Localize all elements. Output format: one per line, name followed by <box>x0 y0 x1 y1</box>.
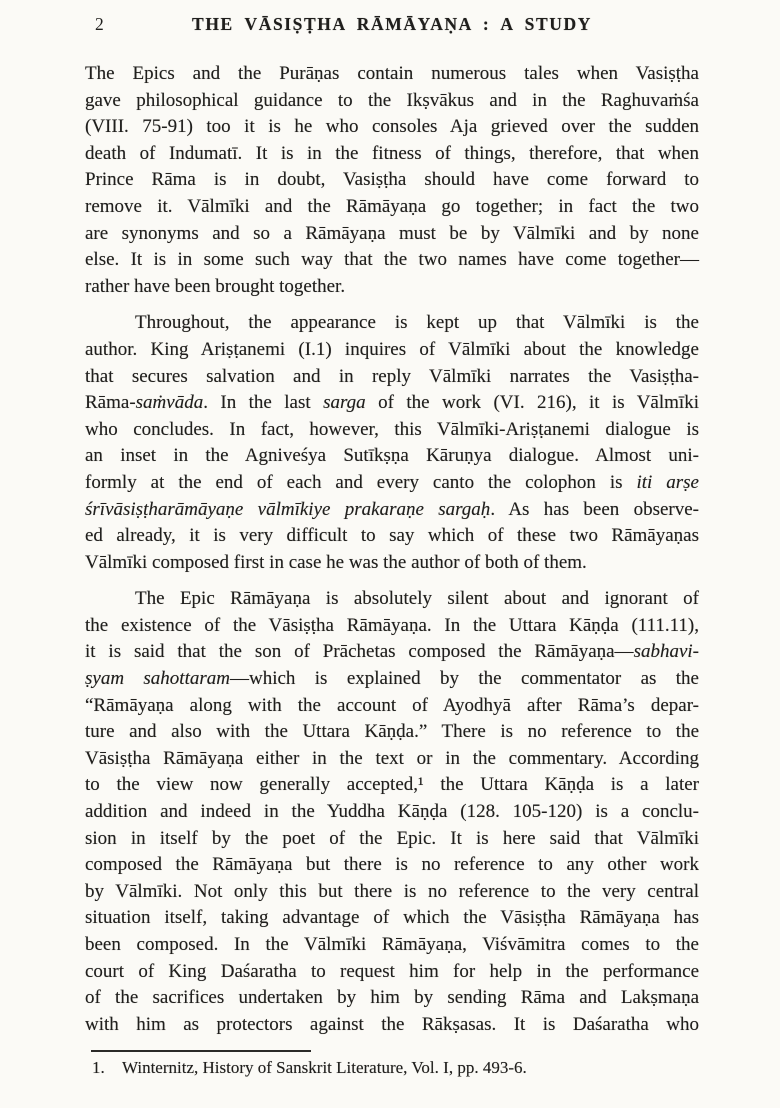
text-segment: who concludes. In fact, however, this Vālmīki-Ariṣṭanemi dialogue is <box>85 418 699 440</box>
text-line <box>85 497 699 524</box>
text-line <box>85 985 699 1012</box>
text-line <box>85 114 699 141</box>
footnote <box>85 1057 699 1079</box>
footnote-marker: 1. <box>92 1058 105 1077</box>
text-line <box>85 274 699 301</box>
text-line <box>85 61 699 88</box>
text-body <box>85 61 699 1038</box>
text-segment: rather have been brought together. <box>85 275 346 297</box>
text-segment: Throughout, the appearance is kept up that Vālmīki is the <box>135 312 699 334</box>
text-segment: author. King Ariṣṭanemi (I.1) inquires of Vālmīki about the knowledge <box>85 338 699 360</box>
text-segment: addition and indeed in the Yuddha Kāṇḍa (128. 105-120) is a conclu- <box>85 801 699 823</box>
text-segment: Rāma- <box>85 392 136 414</box>
italic-text-segment: ṣyam sahottaram <box>85 668 230 690</box>
text-line <box>85 523 699 550</box>
text-line <box>85 167 699 194</box>
text-segment: an inset in the Agniveśya Sutīkṣṇa Kāruṇya dialogue. Almost uni- <box>85 445 699 467</box>
text-segment: ed already, it is very difficult to say which of these two Rāmāyaṇas <box>85 525 699 547</box>
text-segment: Vāsiṣṭha Rāmāyaṇa either in the text or in the commentary. According <box>85 747 699 769</box>
text-line <box>85 1012 699 1039</box>
text-line <box>85 905 699 932</box>
text-segment: Prince Rāma is in doubt, Vasiṣṭha should have come forward to <box>85 169 699 191</box>
text-line <box>85 639 699 666</box>
italic-text-segment: iti arṣe <box>636 471 699 493</box>
text-line <box>85 586 699 613</box>
text-segment: to the view now generally accepted,¹ the Uttara Kāṇḍa is a later <box>85 774 699 796</box>
page-title: THE VĀSIṢṬHA RĀMĀYAṆA : A STUDY <box>192 14 592 34</box>
text-line <box>85 310 699 337</box>
page-number: 2 <box>95 14 104 34</box>
text-segment: . In the last <box>203 392 324 414</box>
text-segment: are synonyms and so a Rāmāyaṇa must be by Vālmīki and by none <box>85 222 699 244</box>
text-segment: been composed. In the Vālmīki Rāmāyaṇa, Viśvāmitra comes to the <box>85 934 699 955</box>
italic-text-segment: sabhavi- <box>633 641 699 663</box>
text-segment: ture and also with the Uttara Kāṇḍa.” There is no reference to the <box>85 721 699 743</box>
italic-text-segment: saṁvāda <box>135 392 204 414</box>
text-segment: it is said that the son of Prāchetas composed the Rāmāyaṇa— <box>85 641 634 663</box>
paragraph <box>85 310 699 576</box>
text-segment: that secures salvation and in reply Vālmīki narrates the Vasiṣṭha- <box>85 365 699 387</box>
text-segment: The Epic Rāmāyaṇa is absolutely silent about and ignorant of <box>135 588 699 610</box>
text-line <box>85 932 699 959</box>
text-segment: (VIII. 75-91) too it is he who consoles Aja grieved over the sudden <box>85 116 699 138</box>
text-line <box>85 550 699 577</box>
text-segment: court of King Daśaratha to request him for help in the performance <box>85 960 699 982</box>
text-segment: Vālmīki composed first in case he was the author of both of them. <box>85 551 587 573</box>
text-line <box>85 417 699 444</box>
text-line <box>85 826 699 853</box>
text-line <box>85 772 699 799</box>
text-segment: else. It is in some such way that the two names have come together— <box>85 249 699 271</box>
text-segment: composed the Rāmāyaṇa but there is no reference to any other work <box>85 854 699 876</box>
text-line <box>85 88 699 115</box>
text-segment: with him as protectors against the Rākṣasas. It is Daśaratha who <box>85 1013 699 1035</box>
text-line <box>85 221 699 248</box>
text-segment: gave philosophical guidance to the Ikṣvākus and in the Raghuvaṁśa <box>85 89 699 111</box>
text-line <box>85 443 699 470</box>
text-segment: death of Indumatī. It is in the fitness of things, therefore, that when <box>85 142 699 164</box>
text-line <box>85 364 699 391</box>
text-segment: formly at the end of each and every canto the colophon is <box>85 471 637 493</box>
text-line <box>85 613 699 640</box>
text-line <box>85 141 699 168</box>
text-segment: the existence of the Vāsiṣṭha Rāmāyaṇa. In the Uttara Kāṇḍa (111.11), <box>85 614 699 636</box>
text-segment: sion in itself by the poet of the Epic. It is here said that Vālmīki <box>85 827 699 849</box>
text-segment: —which is explained by the commentator as the <box>229 668 699 690</box>
text-segment: situation itself, taking advantage of which the Vāsiṣṭha Rāmāyaṇa has <box>85 907 699 929</box>
text-segment: by Vālmīki. Not only this but there is no reference to the very central <box>85 880 699 902</box>
text-segment: of the work (VI. 216), it is Vālmīki <box>365 392 699 414</box>
text-segment: “Rāmāyaṇa along with the account of Ayodhyā after Rāma’s depar- <box>85 694 699 716</box>
running-head <box>85 14 699 40</box>
footnote-area <box>85 1050 699 1079</box>
footnote-divider <box>91 1050 311 1052</box>
text-line <box>85 852 699 879</box>
text-line <box>85 666 699 693</box>
paragraph <box>85 61 699 300</box>
text-segment: of the sacrifices undertaken by him by sending Rāma and Lakṣmaṇa <box>85 987 699 1009</box>
text-line <box>85 470 699 497</box>
text-line <box>85 693 699 720</box>
text-line <box>85 247 699 274</box>
text-line <box>85 879 699 906</box>
paragraph <box>85 586 699 1038</box>
text-line <box>85 799 699 826</box>
text-segment: remove it. Vālmīki and the Rāmāyaṇa go together; in fact the two <box>85 195 699 217</box>
footnote-text: Winternitz, History of Sanskrit Literature, Vol. I, pp. 493-6. <box>122 1058 527 1077</box>
text-segment: . As has been observe- <box>490 498 699 520</box>
italic-text-segment: sarga <box>323 392 366 414</box>
text-line <box>85 194 699 221</box>
text-line <box>85 959 699 986</box>
text-line <box>85 337 699 364</box>
text-line <box>85 390 699 417</box>
text-line <box>85 719 699 746</box>
text-line <box>85 746 699 773</box>
text-segment: The Epics and the Purāṇas contain numerous tales when Vasiṣṭha <box>85 63 699 84</box>
italic-text-segment: śrīvāsiṣṭharāmāyaṇe vālmīkiye prakaraṇe sargaḥ <box>85 498 491 520</box>
